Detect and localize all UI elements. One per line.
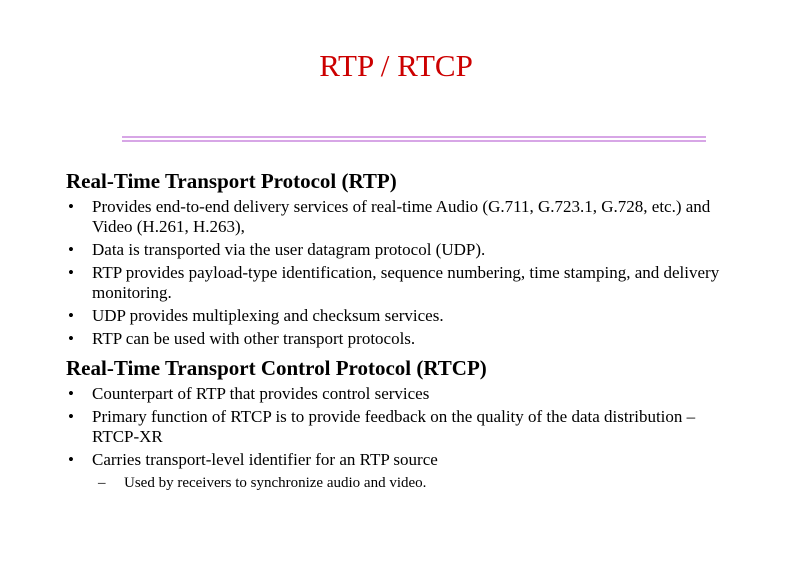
- bullet-icon: •: [68, 407, 74, 426]
- rtcp-bullet-list: [66, 384, 726, 495]
- bullet-icon: •: [68, 329, 74, 348]
- list-item: [66, 240, 726, 260]
- bullet-text: Carries transport-level identifier for an RTP source: [92, 450, 438, 469]
- bullet-text: UDP provides multiplexing and checksum services.: [92, 306, 444, 325]
- bullet-text: Provides end-to-end delivery services of real-time Audio (G.711, G.723.1, G.728, etc.) and Video (H.261, H.263),: [92, 197, 711, 236]
- list-item: [66, 263, 726, 303]
- section-heading-rtcp: Real-Time Transport Control Protocol (RTCP): [66, 356, 487, 380]
- list-item: [66, 407, 726, 447]
- bullet-icon: •: [68, 450, 74, 469]
- sub-bullet-list: [92, 474, 726, 492]
- list-item: [66, 306, 726, 326]
- divider-line-top: [122, 136, 706, 138]
- bullet-text: Data is transported via the user datagram protocol (UDP).: [92, 240, 486, 259]
- divider-line-bottom: [122, 140, 706, 142]
- bullet-text: RTP can be used with other transport protocols.: [92, 329, 416, 348]
- bullet-text: RTP provides payload-type identification, sequence numbering, time stamping, and delivery monitoring.: [92, 263, 720, 302]
- slide-title: RTP / RTCP: [319, 48, 473, 83]
- list-item: [66, 450, 726, 492]
- sub-list-item: [92, 474, 726, 492]
- section-heading-rtp: Real-Time Transport Protocol (RTP): [66, 169, 397, 193]
- bullet-icon: •: [68, 263, 74, 282]
- list-item: [66, 197, 726, 237]
- dash-bullet-icon: –: [98, 475, 106, 491]
- bullet-icon: •: [68, 384, 74, 403]
- sub-bullet-text: Used by receivers to synchronize audio and video.: [124, 475, 427, 491]
- bullet-text: Counterpart of RTP that provides control services: [92, 384, 430, 403]
- bullet-text: Primary function of RTCP is to provide feedback on the quality of the data distribution – RTCP-XR: [92, 407, 696, 446]
- bullet-icon: •: [68, 197, 74, 216]
- list-item: [66, 384, 726, 404]
- list-item: [66, 329, 726, 349]
- bullet-icon: •: [68, 306, 74, 325]
- rtp-bullet-list: [66, 197, 726, 352]
- bullet-icon: •: [68, 240, 74, 259]
- title-divider: [122, 136, 706, 143]
